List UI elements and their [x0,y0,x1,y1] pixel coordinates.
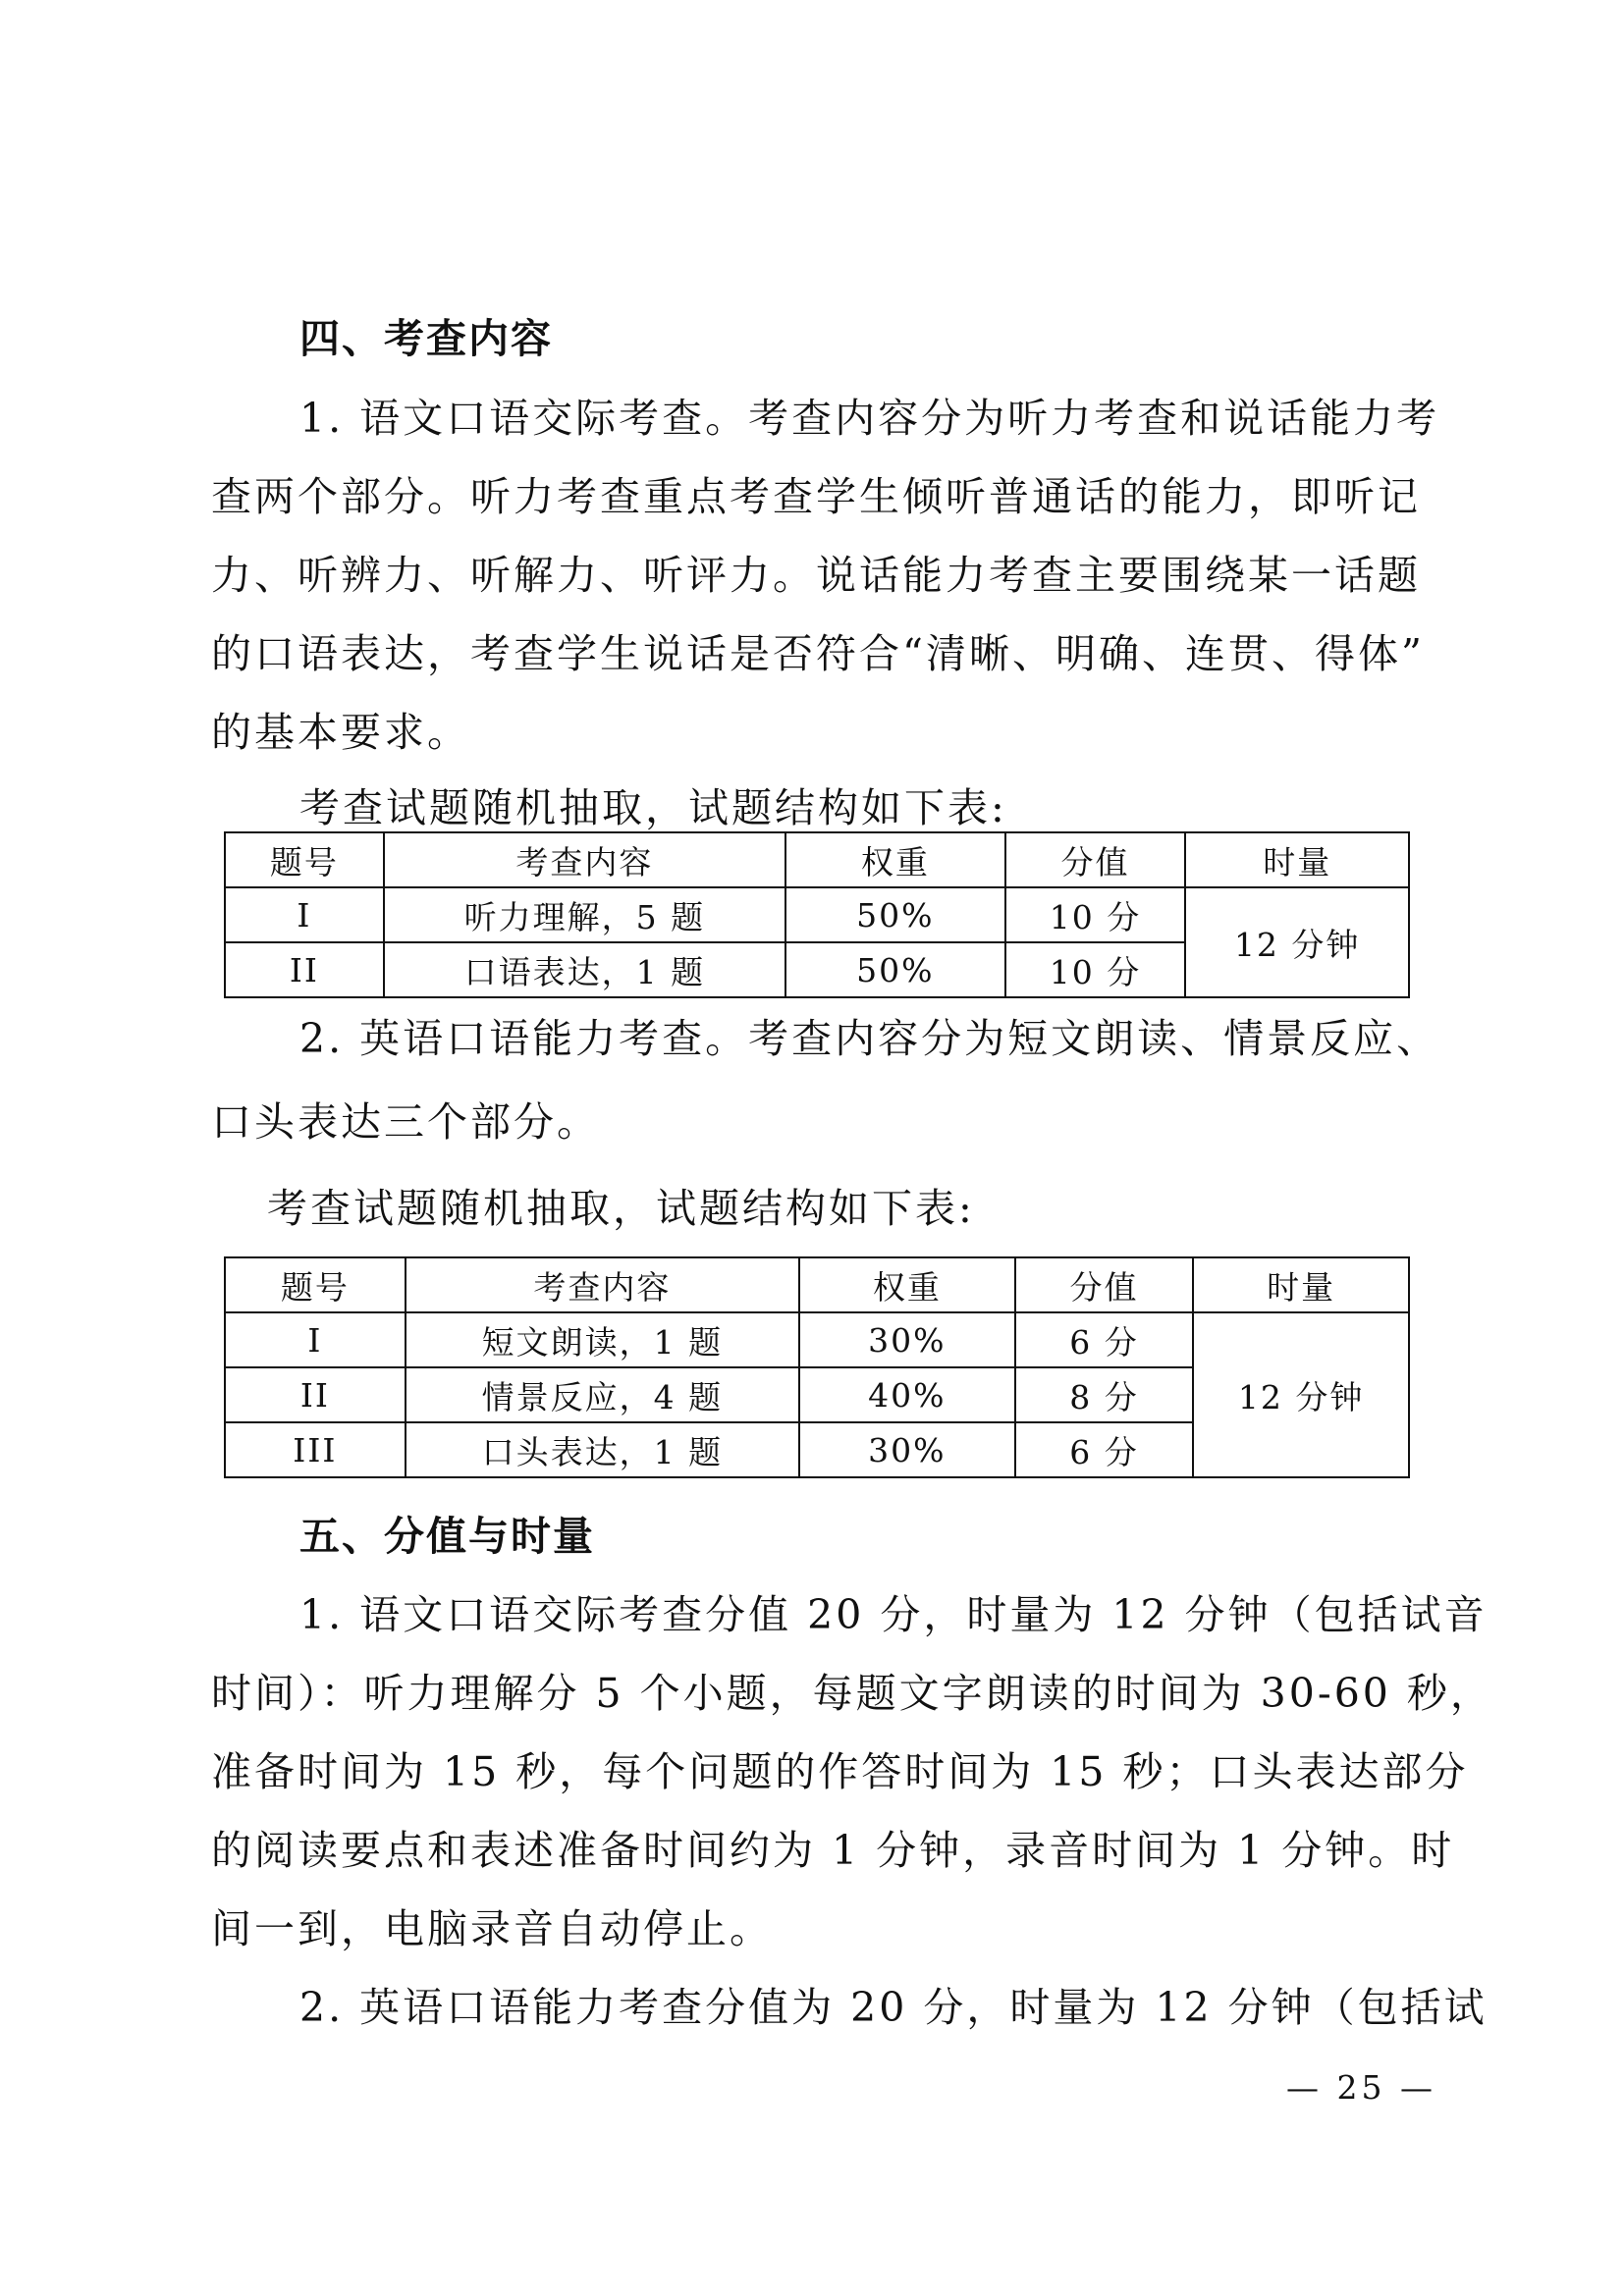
table-row [225,887,1409,942]
paragraph-line: 的口语表达，考查学生说话是否符合“清晰、明确、连贯、得体” [211,630,1425,677]
cell-no: II [225,1367,406,1422]
cell-score: 10 分 [1005,942,1186,997]
cell-weight: 50% [785,942,1005,997]
cell-weight: 30% [799,1422,1015,1477]
paragraph-line: 准备时间为 15 秒，每个问题的作答时间为 15 秒；口头表达部分 [211,1748,1469,1795]
cell-no: II [225,942,384,997]
cell-weight: 40% [799,1367,1015,1422]
section-5-heading: 五、分值与时量 [299,1513,595,1560]
paragraph-line: 1. 语文口语交际考查。考查内容分为听力考查和说话能力考 [299,395,1440,442]
cell-score: 6 分 [1015,1312,1194,1367]
cell-content: 口语表达，1 题 [384,942,785,997]
header-cell: 时量 [1193,1257,1409,1312]
table-header-row [225,832,1409,887]
paragraph-line: 间一到，电脑录音自动停止。 [211,1905,773,1952]
paragraph-line: 口头表达三个部分。 [211,1098,600,1146]
paragraph-line: 2. 英语口语能力考查。考查内容分为短文朗读、情景反应、 [299,1015,1440,1062]
table-2-intro: 考查试题随机抽取，试题结构如下表: [267,1185,975,1232]
paragraph-line: 2. 英语口语能力考查分值为 20 分，时量为 12 分钟（包括试 [299,1984,1488,2031]
table-row [225,1312,1409,1367]
table-1-intro: 考查试题随机抽取，试题结构如下表: [299,784,1007,831]
cell-no: I [225,887,384,942]
header-cell: 时量 [1185,832,1409,887]
cell-score: 6 分 [1015,1422,1194,1477]
paragraph-line: 的阅读要点和表述准备时间约为 1 分钟，录音时间为 1 分钟。时 [211,1827,1455,1874]
cell-weight: 50% [785,887,1005,942]
header-cell: 考查内容 [406,1257,799,1312]
cell-score: 10 分 [1005,887,1186,942]
paragraph-line: 的基本要求。 [211,709,470,756]
header-cell: 分值 [1015,1257,1194,1312]
cell-score: 8 分 [1015,1367,1194,1422]
header-cell: 权重 [785,832,1005,887]
header-cell: 题号 [225,832,384,887]
paragraph-line: 时间）：听力理解分 5 个小题，每题文字朗读的时间为 30-60 秒， [211,1670,1493,1717]
table-1 [224,831,1410,998]
section-4-heading: 四、考查内容 [299,315,553,362]
page-number: — 25 — [1286,2068,1436,2107]
paragraph-line: 1. 语文口语交际考查分值 20 分，时量为 12 分钟（包括试音 [299,1591,1488,1638]
header-cell: 题号 [225,1257,406,1312]
table-2 [224,1256,1410,1478]
cell-content: 情景反应，4 题 [406,1367,799,1422]
cell-content: 短文朗读，1 题 [406,1312,799,1367]
table-header-row [225,1257,1409,1312]
header-cell: 权重 [799,1257,1015,1312]
cell-time: 12 分钟 [1185,887,1409,997]
header-cell: 分值 [1005,832,1186,887]
cell-content: 听力理解，5 题 [384,887,785,942]
cell-content: 口头表达，1 题 [406,1422,799,1477]
paragraph-line: 查两个部分。听力考查重点考查学生倾听普通话的能力，即听记 [211,473,1421,520]
cell-no: III [225,1422,406,1477]
paragraph-line: 力、听辨力、听解力、听评力。说话能力考查主要围绕某一话题 [211,552,1421,599]
cell-weight: 30% [799,1312,1015,1367]
cell-time: 12 分钟 [1193,1312,1409,1477]
header-cell: 考查内容 [384,832,785,887]
cell-no: I [225,1312,406,1367]
